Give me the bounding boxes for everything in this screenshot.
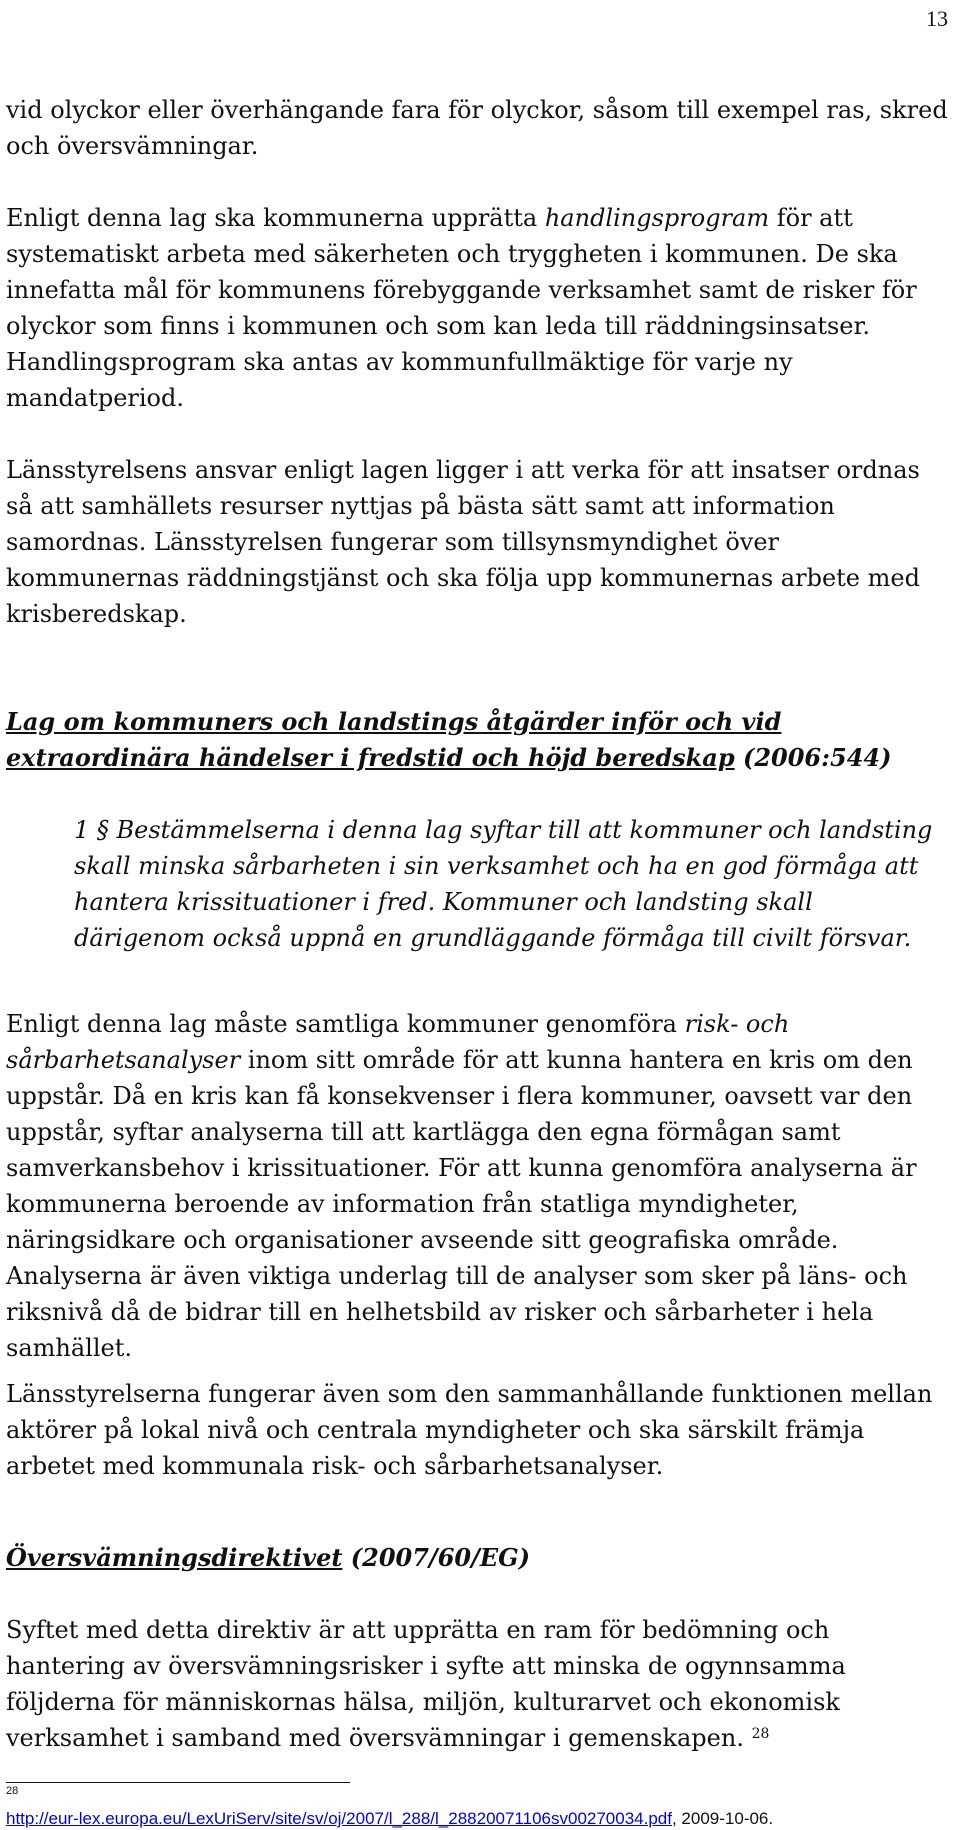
footnote-link[interactable]: http://eur-lex.europa.eu/LexUriServ/site/sv/oj/2007/l_288/l_28820071106sv00270034.pdf <box>6 1809 672 1828</box>
paragraph-risk-analyser <box>6 1006 950 1366</box>
page-number: 13 <box>926 6 948 31</box>
text: inom sitt område för att kunna hantera en kris om den uppstår. Då en kris kan få konsekvenser i flera kommuner, oavsett var den uppstår, syftar analyserna till att kartlägga den egna förmågan samt samverkansbehov i krissituationer. För att kunna genomföra analyserna är kommunerna beroende av information från statliga myndigheter, näringsidkare och organisationer avseende sitt geografiska område. Analyserna är även viktiga underlag till de analyser som sker på läns- och riksnivå då de bidrar till en helhetsbild av risker och sårbarheter i hela samhället. <box>6 1046 917 1362</box>
law-quote: 1 § Bestämmelserna i denna lag syftar till att kommuner och landsting skall minska sårbarheten i sin verksamhet och ha en god förmåga att hantera krissituationer i fred. Kommuner och landsting skall därigenom också uppnå en grundläggande förmåga till civilt försvar. <box>74 816 933 952</box>
text: Enligt denna lag ska kommunerna upprätta <box>6 204 545 232</box>
paragraph-lansstyrelsen: Länsstyrelsens ansvar enligt lagen ligger i att verka för att insatser ordnas så att samhällets resurser nyttjas på bästa sätt samt att information samordnas. Länsstyrelsen fungerar som tillsynsmyndighet över kommunernas räddningstjänst och ska följa upp kommunernas arbete med krisberedskap. <box>6 456 920 628</box>
heading-directive-title: Översvämningsdirektivet <box>6 1543 343 1572</box>
paragraph-handlingsprogram <box>6 200 950 416</box>
footnote-reference[interactable]: 28 <box>751 1726 770 1742</box>
term-handlingsprogram: handlingsprogram <box>544 204 770 232</box>
document-body <box>6 92 950 1756</box>
heading-2006-number: (2006:544) <box>734 743 892 772</box>
footnote-number: 28 <box>6 1785 19 1797</box>
heading-2006-title: Lag om kommuners och landstings åtgärder inför och vid extraordinära händelser i fredstid och höjd beredskap <box>6 707 782 772</box>
paragraph-intro: vid olyckor eller överhängande fara för olyckor, såsom till exempel ras, skred och översvämningar. <box>6 96 948 160</box>
footnote <box>6 1786 773 1830</box>
text: Syftet med detta direktiv är att upprätta en ram för bedömning och hantering av översvämningsrisker i syfte att minska de ogynnsamma följderna för människornas hälsa, miljön, kulturarvet och ekonomisk verksamhet i samband med översvämningar i gemenskapen. <box>6 1616 846 1752</box>
heading-directive-number: (2007/60/EG) <box>342 1543 531 1572</box>
paragraph-directive <box>6 1612 950 1756</box>
footnote-date: , 2009-10-06. <box>671 1809 774 1828</box>
term-risk-analyser: risk- och sårbarhetsanalyser <box>6 1010 790 1074</box>
footnote-line <box>6 1809 773 1828</box>
text: Enligt denna lag måste samtliga kommuner genomföra <box>6 1010 685 1038</box>
paragraph-lansstyrelserna: Länsstyrelserna fungerar även som den sammanhållande funktionen mellan aktörer på lokal nivå och centrala myndigheter och ska särskilt främja arbetet med kommunala risk- och sårbarhetsanalyser. <box>6 1380 933 1480</box>
section-heading-directive <box>6 1540 950 1576</box>
section-heading-2006 <box>6 704 950 776</box>
text: för att systematiskt arbeta med säkerheten och tryggheten i kommunen. De ska innefatta mål för kommunens förebyggande verksamhet samt de risker för olyckor som finns i kommunen och som kan leda till räddningsinsatser. Handlingsprogram ska antas av kommunfullmäktige för varje ny mandatperiod. <box>6 204 917 412</box>
